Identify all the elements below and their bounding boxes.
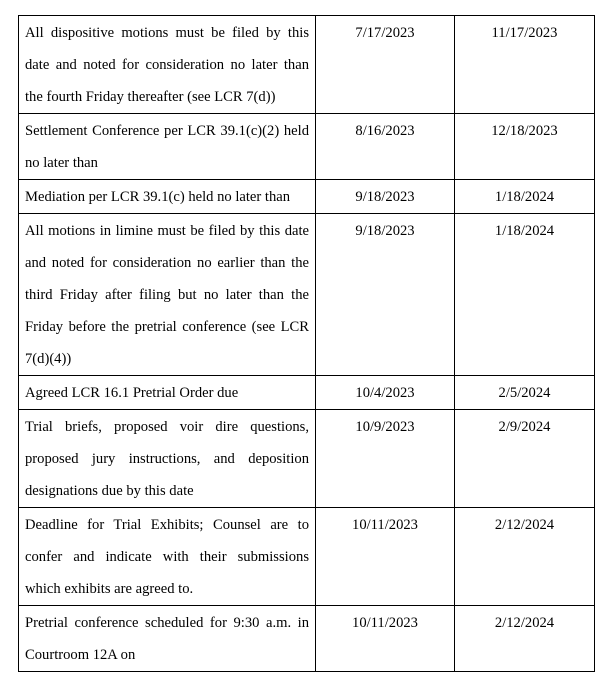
table-row: [19, 180, 595, 214]
event-description: Mediation per LCR 39.1(c) held no later than: [19, 180, 316, 214]
original-date: 10/9/2023: [316, 410, 455, 508]
revised-date: 2/12/2024: [455, 508, 595, 606]
table-row: [19, 16, 595, 114]
table-row: [19, 606, 595, 672]
revised-date: 2/9/2024: [455, 410, 595, 508]
revised-date: 1/18/2024: [455, 214, 595, 376]
revised-date: 11/17/2023: [455, 16, 595, 114]
original-date: 10/11/2023: [316, 508, 455, 606]
original-date: 10/4/2023: [316, 376, 455, 410]
original-date: 8/16/2023: [316, 114, 455, 180]
event-description: Pretrial conference scheduled for 9:30 a.m. in Courtroom 12A on: [19, 606, 316, 672]
table-row: [19, 410, 595, 508]
revised-date: 2/5/2024: [455, 376, 595, 410]
original-date: 9/18/2023: [316, 180, 455, 214]
table-row: [19, 508, 595, 606]
table-row: [19, 376, 595, 410]
event-description: Trial briefs, proposed voir dire questions, proposed jury instructions, and deposition designations due by this date: [19, 410, 316, 508]
table-row: [19, 214, 595, 376]
schedule-table: [18, 15, 595, 672]
event-description: Deadline for Trial Exhibits; Counsel are to confer and indicate with their submissions which exhibits are agreed to.: [19, 508, 316, 606]
revised-date: 12/18/2023: [455, 114, 595, 180]
original-date: 9/18/2023: [316, 214, 455, 376]
revised-date: 2/12/2024: [455, 606, 595, 672]
event-description: Settlement Conference per LCR 39.1(c)(2) held no later than: [19, 114, 316, 180]
event-description: Agreed LCR 16.1 Pretrial Order due: [19, 376, 316, 410]
event-description: All dispositive motions must be filed by this date and noted for consideration no later than the fourth Friday thereafter (see LCR 7(d)): [19, 16, 316, 114]
original-date: 7/17/2023: [316, 16, 455, 114]
event-description: All motions in limine must be filed by this date and noted for consideration no earlier than the third Friday after filing but no later than the Friday before the pretrial conference (see LCR 7(d)(4)): [19, 214, 316, 376]
revised-date: 1/18/2024: [455, 180, 595, 214]
original-date: 10/11/2023: [316, 606, 455, 672]
table-row: [19, 114, 595, 180]
